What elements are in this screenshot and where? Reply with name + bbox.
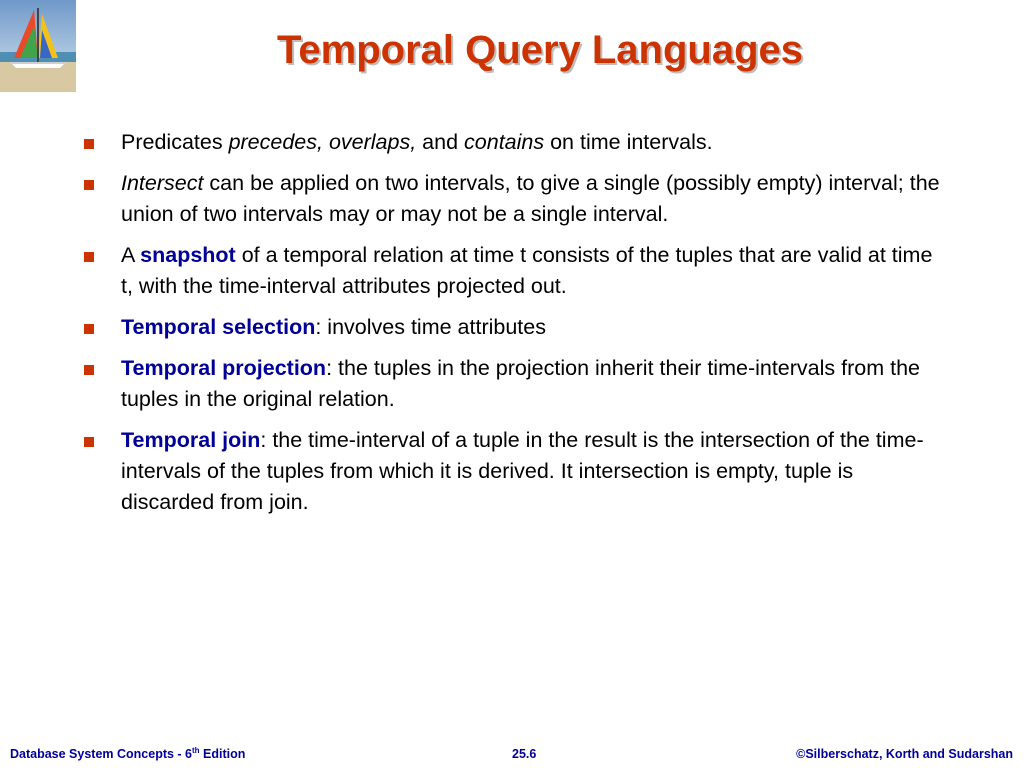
bullet-text: A (121, 243, 141, 267)
bullet-list (82, 127, 942, 528)
bullet-text: : the time-interval of a tuple in the result is the intersection of the time-intervals of the tuples from which it is derived. It intersection is empty, tuple is discarded from join. (121, 428, 924, 514)
key-term: Temporal selection (121, 315, 316, 339)
key-term: Temporal projection (121, 356, 327, 380)
square-bullet-icon (84, 437, 94, 447)
footer-copyright: ©Silberschatz, Korth and Sudarshan (796, 747, 1013, 761)
list-item (82, 168, 942, 230)
footer-book-text: Database System Concepts - 6 (10, 747, 193, 761)
list-item (82, 425, 942, 518)
bullet-text: and (416, 130, 465, 154)
italic-term: contains (464, 130, 545, 154)
list-item (82, 127, 942, 158)
italic-term: Intersect (121, 171, 204, 195)
footer-edition-text: Edition (199, 747, 246, 761)
key-term: Temporal join (121, 428, 261, 452)
bullet-text: : the tuples in the projection inherit their time-intervals from the tuples in the original relation. (121, 356, 920, 411)
slide-title: Temporal Query Languages (276, 28, 804, 72)
footer-page-number: 25.6 (512, 747, 537, 761)
square-bullet-icon (84, 180, 94, 190)
bullet-text: can be applied on two intervals, to give a single (possibly empty) interval; the union of two intervals may or may not be a single interval. (121, 171, 940, 226)
bullet-text: : involves time attributes (315, 315, 546, 339)
list-item (82, 240, 942, 302)
square-bullet-icon (84, 365, 94, 375)
bullet-text: Predicates (121, 130, 229, 154)
slide-footer (0, 743, 1024, 768)
bullet-text: of a temporal relation at time t consists of the tuples that are valid at time t, with the time-interval attributes projected out. (121, 243, 933, 298)
sailboat-beach-image (0, 0, 76, 92)
list-item (82, 353, 942, 415)
key-term: snapshot (140, 243, 236, 267)
bullet-text: on time intervals. (544, 130, 713, 154)
italic-term: precedes, overlaps, (228, 130, 417, 154)
square-bullet-icon (84, 324, 94, 334)
footer-edition-superscript: th (192, 745, 200, 755)
footer-book-title (10, 747, 245, 761)
square-bullet-icon (84, 252, 94, 262)
list-item (82, 312, 942, 343)
square-bullet-icon (84, 139, 94, 149)
